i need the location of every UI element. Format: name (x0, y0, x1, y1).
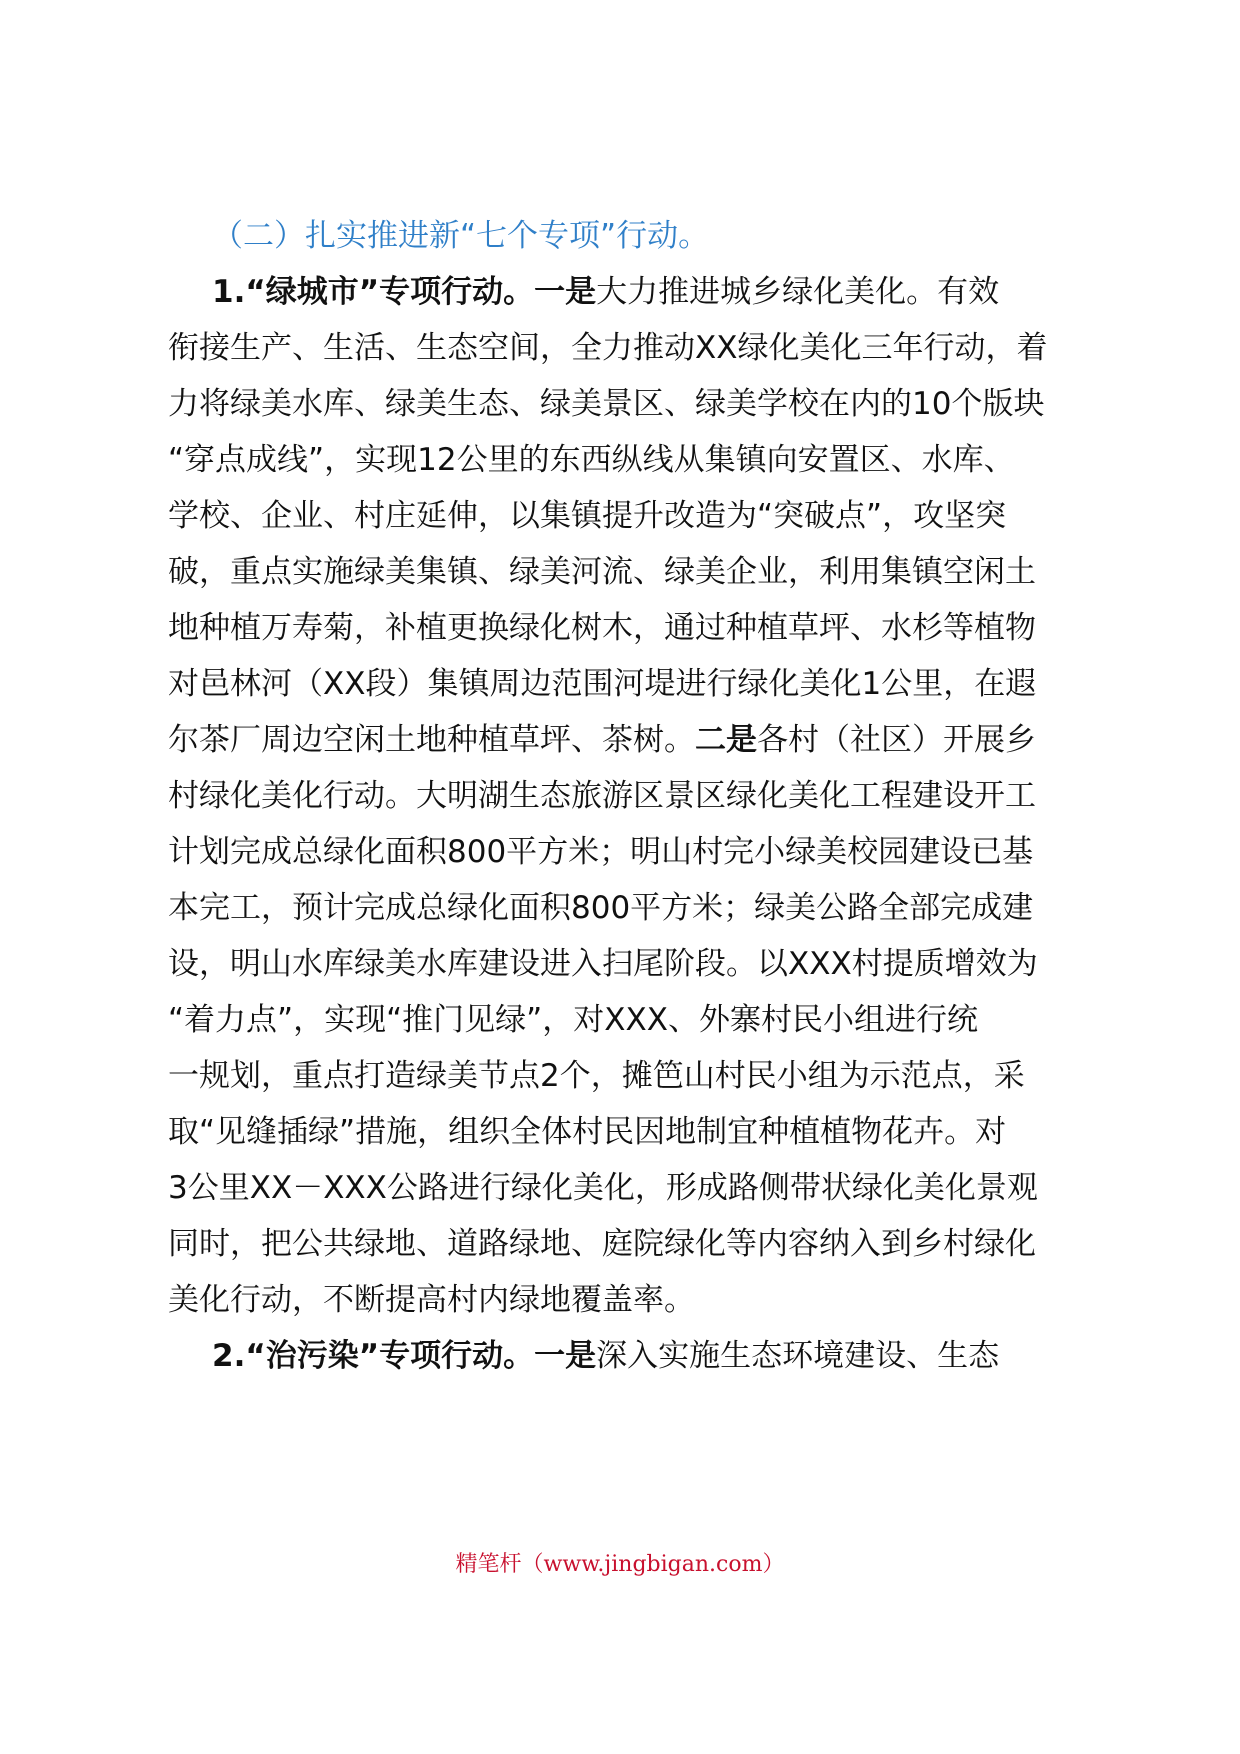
paragraph-1-line: 破，重点实施绿美集镇、绿美河流、绿美企业，利用集镇空闲土 (168, 554, 1036, 590)
paragraph-1-line: 取“见缝插绿”措施，组织全体村民因地制宜种植植物花卉。对 (168, 1114, 1007, 1150)
paragraph-1-line: 同时，把公共绿地、道路绿地、庭院绿化等内容纳入到乡村绿化 (168, 1226, 1036, 1262)
paragraph-1-line: 设，明山水库绿美水库建设进入扫尾阶段。以XXX村提质增效为 (168, 946, 1038, 982)
paragraph-1-mixed-line (168, 720, 1098, 760)
paragraph-1-line: 美化行动，不断提高村内绿地覆盖率。 (168, 1282, 695, 1318)
paragraph-1-mixed-text-after: 各村（社区）开展乡 (757, 722, 1036, 758)
paragraph-2-first-line-text: 深入实施生态环境建设、生态 (596, 1338, 1000, 1374)
footer-watermark: 精笔杆（www.jingbigan.com） (455, 1552, 785, 1577)
paragraph-1-line: 衔接生产、生活、生态空间，全力推动XX绿化美化三年行动，着 (168, 330, 1048, 366)
paragraph-1-line: 3公里XX－XXX公路进行绿化美化，形成路侧带状绿化美化景观 (168, 1170, 1038, 1206)
paragraph-1-line: 对邑林河（XX段）集镇周边范围河堤进行绿化美化1公里，在遐 (168, 666, 1037, 702)
paragraph-2-marker-first: 一是 (534, 1338, 597, 1374)
paragraph-1-title: 1.“绿城市”专项行动。 (212, 274, 535, 310)
paragraph-1-first-line (212, 272, 1142, 312)
paragraph-1-line: “穿点成线”，实现12公里的东西纵线从集镇向安置区、水库、 (168, 442, 1015, 478)
paragraph-1-line: “着力点”，实现“推门见绿”，对XXX、外寨村民小组进行统 (168, 1002, 978, 1038)
paragraph-1-line: 本完工，预计完成总绿化面积800平方米；绿美公路全部完成建 (168, 890, 1034, 926)
paragraph-1-line: 力将绿美水库、绿美生态、绿美景区、绿美学校在内的10个版块 (168, 386, 1045, 422)
paragraph-1-mixed-text: 尔茶厂周边空闲土地种植草坪、茶树。 (168, 722, 695, 758)
section-heading: （二）扎实推进新“七个专项”行动。 (212, 218, 710, 254)
paragraph-1-line: 地种植万寿菊，补植更换绿化树木，通过种植草坪、水杉等植物 (168, 610, 1036, 646)
paragraph-2-first-line (212, 1336, 1142, 1376)
paragraph-1-line: 计划完成总绿化面积800平方米；明山村完小绿美校园建设已基 (168, 834, 1034, 870)
paragraph-2-title: 2.“治污染”专项行动。 (212, 1338, 535, 1374)
paragraph-1-line: 一规划，重点打造绿美节点2个，摊笆山村民小组为示范点，采 (168, 1058, 1025, 1094)
paragraph-1-line: 村绿化美化行动。大明湖生态旅游区景区绿化美化工程建设开工 (168, 778, 1036, 814)
paragraph-1-marker-second: 二是 (695, 722, 757, 758)
paragraph-1-line: 学校、企业、村庄延伸，以集镇提升改造为“突破点”，攻坚突 (168, 498, 1007, 534)
paragraph-1-first-line-text: 大力推进城乡绿化美化。有效 (596, 274, 1000, 310)
paragraph-1-marker-first: 一是 (534, 274, 597, 310)
